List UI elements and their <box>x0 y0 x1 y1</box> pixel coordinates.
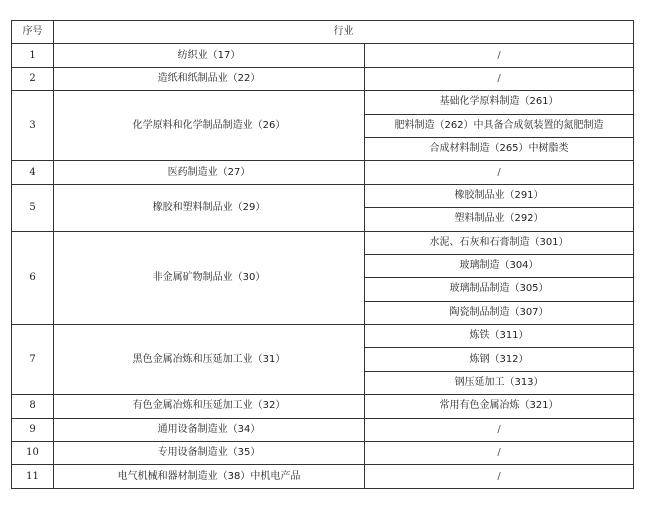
row-index: 8 <box>12 395 54 418</box>
industry-subcategory: 陶瓷制品制造（307） <box>365 301 634 324</box>
industry-category: 医药制造业（27） <box>54 161 365 184</box>
industry-subcategory: 橡胶制品业（291） <box>365 184 634 207</box>
row-index: 5 <box>12 184 54 231</box>
header-row <box>12 21 634 44</box>
row-index: 4 <box>12 161 54 184</box>
table-row <box>12 442 634 465</box>
industry-subcategory: 玻璃制品制造（305） <box>365 278 634 301</box>
industry-subcategory: / <box>365 161 634 184</box>
industry-category: 专用设备制造业（35） <box>54 442 365 465</box>
industry-subcategory: 钢压延加工（313） <box>365 371 634 394</box>
industry-category: 非金属矿物制品业（30） <box>54 231 365 325</box>
industry-subcategory: / <box>365 67 634 90</box>
header-industry: 行业 <box>54 21 634 44</box>
industry-subcategory: 炼钢（312） <box>365 348 634 371</box>
row-index: 11 <box>12 465 54 488</box>
industry-category: 化学原料和化学制品制造业（26） <box>54 91 365 161</box>
industry-subcategory: / <box>365 442 634 465</box>
industry-subcategory: 合成材料制造（265）中树脂类 <box>365 137 634 160</box>
industry-category: 纺织业（17） <box>54 44 365 67</box>
industry-subcategory: 炼铁（311） <box>365 325 634 348</box>
industry-category: 通用设备制造业（34） <box>54 418 365 441</box>
industry-subcategory: 塑料制品业（292） <box>365 208 634 231</box>
row-index: 7 <box>12 325 54 395</box>
table-row <box>12 418 634 441</box>
industry-subcategory: 肥料制造（262）中具备合成氨装置的氮肥制造 <box>365 114 634 137</box>
table-row <box>12 184 634 207</box>
table-row <box>12 44 634 67</box>
industry-subcategory: 基础化学原料制造（261） <box>365 91 634 114</box>
industry-category: 造纸和纸制品业（22） <box>54 67 365 90</box>
header-index: 序号 <box>12 21 54 44</box>
row-index: 1 <box>12 44 54 67</box>
table-row <box>12 325 634 348</box>
industry-subcategory: 玻璃制造（304） <box>365 254 634 277</box>
industry-category: 电气机械和器材制造业（38）中机电产品 <box>54 465 365 488</box>
industry-subcategory: / <box>365 418 634 441</box>
industry-table <box>11 20 634 489</box>
industry-subcategory: 常用有色金属冶炼（321） <box>365 395 634 418</box>
table-row <box>12 91 634 114</box>
row-index: 6 <box>12 231 54 325</box>
row-index: 3 <box>12 91 54 161</box>
industry-subcategory: / <box>365 465 634 488</box>
table-row <box>12 67 634 90</box>
industry-category: 黑色金属冶炼和压延加工业（31） <box>54 325 365 395</box>
industry-subcategory: / <box>365 44 634 67</box>
row-index: 2 <box>12 67 54 90</box>
industry-subcategory: 水泥、石灰和石膏制造（301） <box>365 231 634 254</box>
row-index: 10 <box>12 442 54 465</box>
row-index: 9 <box>12 418 54 441</box>
table-row <box>12 161 634 184</box>
table-row <box>12 465 634 488</box>
table-row <box>12 231 634 254</box>
table-body <box>12 44 634 488</box>
industry-category: 橡胶和塑料制品业（29） <box>54 184 365 231</box>
table-row <box>12 395 634 418</box>
industry-category: 有色金属冶炼和压延加工业（32） <box>54 395 365 418</box>
